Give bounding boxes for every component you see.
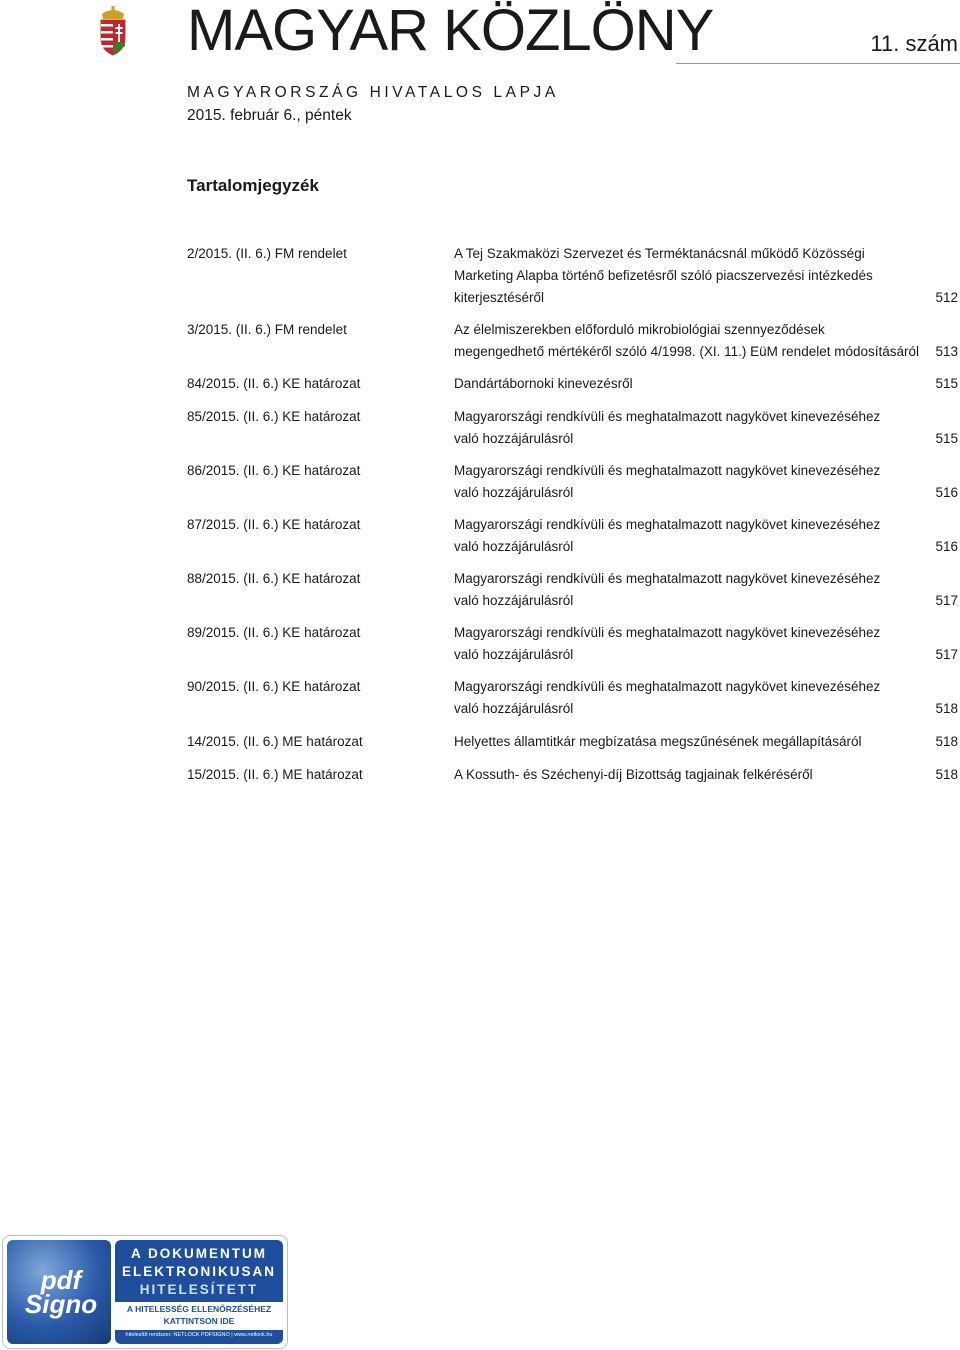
publication-title: MAGYAR KÖZLÖNY — [187, 0, 714, 63]
toc-heading: Tartalomjegyzék — [187, 176, 319, 195]
publication-date: 2015. február 6., péntek — [187, 107, 352, 124]
toc-entry-reference: 14/2015. (II. 6.) ME határozat — [187, 734, 363, 749]
pdfsigno-logo-text: pdf Signo — [24, 1265, 98, 1319]
badge-line-1: A DOKUMENTUM — [131, 1246, 267, 1261]
issue-number: 11. szám — [870, 31, 958, 56]
toc-entry-title: A Kossuth- és Széchenyi-díj Bizottság tagjainak felkéréséről — [454, 767, 813, 782]
badge-footer: hitelesítő rendszer: NETLOCK PDFSIGNO | www.netlock.hu — [125, 1332, 273, 1338]
toc-entry-reference: 89/2015. (II. 6.) KE határozat — [187, 625, 361, 640]
toc-entry-reference: 88/2015. (II. 6.) KE határozat — [187, 571, 361, 586]
toc-entry-page: 517 — [935, 593, 958, 608]
toc-entry-reference: 90/2015. (II. 6.) KE határozat — [187, 679, 361, 694]
toc-entry-title: Magyarországi rendkívüli és meghatalmazott nagykövet kinevezéséhez való hozzájárulásról — [454, 625, 881, 662]
toc-entry-page: 518 — [935, 767, 958, 782]
badge-line-3: HITELESÍTETT — [139, 1282, 259, 1297]
toc-entry-reference: 2/2015. (II. 6.) FM rendelet — [187, 246, 347, 261]
toc-entry-page: 515 — [935, 431, 958, 446]
toc-entry-title: Magyarországi rendkívüli és meghatalmazott nagykövet kinevezéséhez való hozzájárulásról — [454, 517, 881, 554]
toc-entry-reference: 86/2015. (II. 6.) KE határozat — [187, 463, 361, 478]
toc-entry-title: Magyarországi rendkívüli és meghatalmazott nagykövet kinevezéséhez való hozzájárulásról — [454, 571, 881, 608]
toc-entry-reference: 84/2015. (II. 6.) KE határozat — [187, 376, 361, 391]
publication-subtitle: MAGYARORSZÁG HIVATALOS LAPJA — [187, 84, 559, 101]
toc-entry-reference: 15/2015. (II. 6.) ME határozat — [187, 767, 363, 782]
toc-entry-page: 515 — [935, 376, 958, 391]
authentication-badge[interactable] — [2, 1235, 288, 1349]
toc-entry-title: Az élelmiszerekben előforduló mikrobiológiai szennyeződések megengedhető mértékéről szóló 4/1998. (XI. 11.) EüM rendelet módosításáról — [454, 322, 920, 359]
toc-entry-title: Dandártábornoki kinevezésről — [454, 376, 633, 391]
badge-line-2: ELEKTRONIKUSAN — [121, 1264, 276, 1279]
toc-entry-reference: 85/2015. (II. 6.) KE határozat — [187, 409, 361, 424]
toc-entry-page: 516 — [935, 539, 958, 554]
hungarian-coat-of-arms-icon — [96, 6, 130, 56]
header-rule — [676, 63, 960, 64]
toc-entry-title: A Tej Szakmaközi Szervezet és Terméktanácsnál működő Közösségi Marketing Alapba történő befizetésről szóló piacszervezési intézkedés kiterjesztéséről — [454, 246, 873, 305]
toc-entry-page: 513 — [935, 344, 958, 359]
toc-entry-page: 518 — [935, 701, 958, 716]
badge-message-panel — [115, 1240, 283, 1344]
toc-entry-title: Helyettes államtitkár megbízatása megszűnésének megállapításáról — [454, 734, 862, 749]
toc-entry-page: 517 — [935, 647, 958, 662]
toc-entry-page: 516 — [935, 485, 958, 500]
toc-entry-title: Magyarországi rendkívüli és meghatalmazott nagykövet kinevezéséhez való hozzájárulásról — [454, 679, 881, 716]
toc-entry-reference: 87/2015. (II. 6.) KE határozat — [187, 517, 361, 532]
pdfsigno-logo — [7, 1240, 111, 1344]
badge-cta-line-2[interactable]: KATTINTSON IDE — [163, 1316, 235, 1326]
toc-entry-title: Magyarországi rendkívüli és meghatalmazott nagykövet kinevezéséhez való hozzájárulásról — [454, 463, 881, 500]
toc-entry-title: Magyarországi rendkívüli és meghatalmazott nagykövet kinevezéséhez való hozzájárulásról — [454, 409, 881, 446]
toc-entry-reference: 3/2015. (II. 6.) FM rendelet — [187, 322, 347, 337]
toc-entry-page: 512 — [935, 290, 958, 305]
toc-entry-page: 518 — [935, 734, 958, 749]
badge-cta-line-1[interactable]: A HITELESSÉG ELLENŐRZÉSÉHEZ — [126, 1304, 272, 1314]
